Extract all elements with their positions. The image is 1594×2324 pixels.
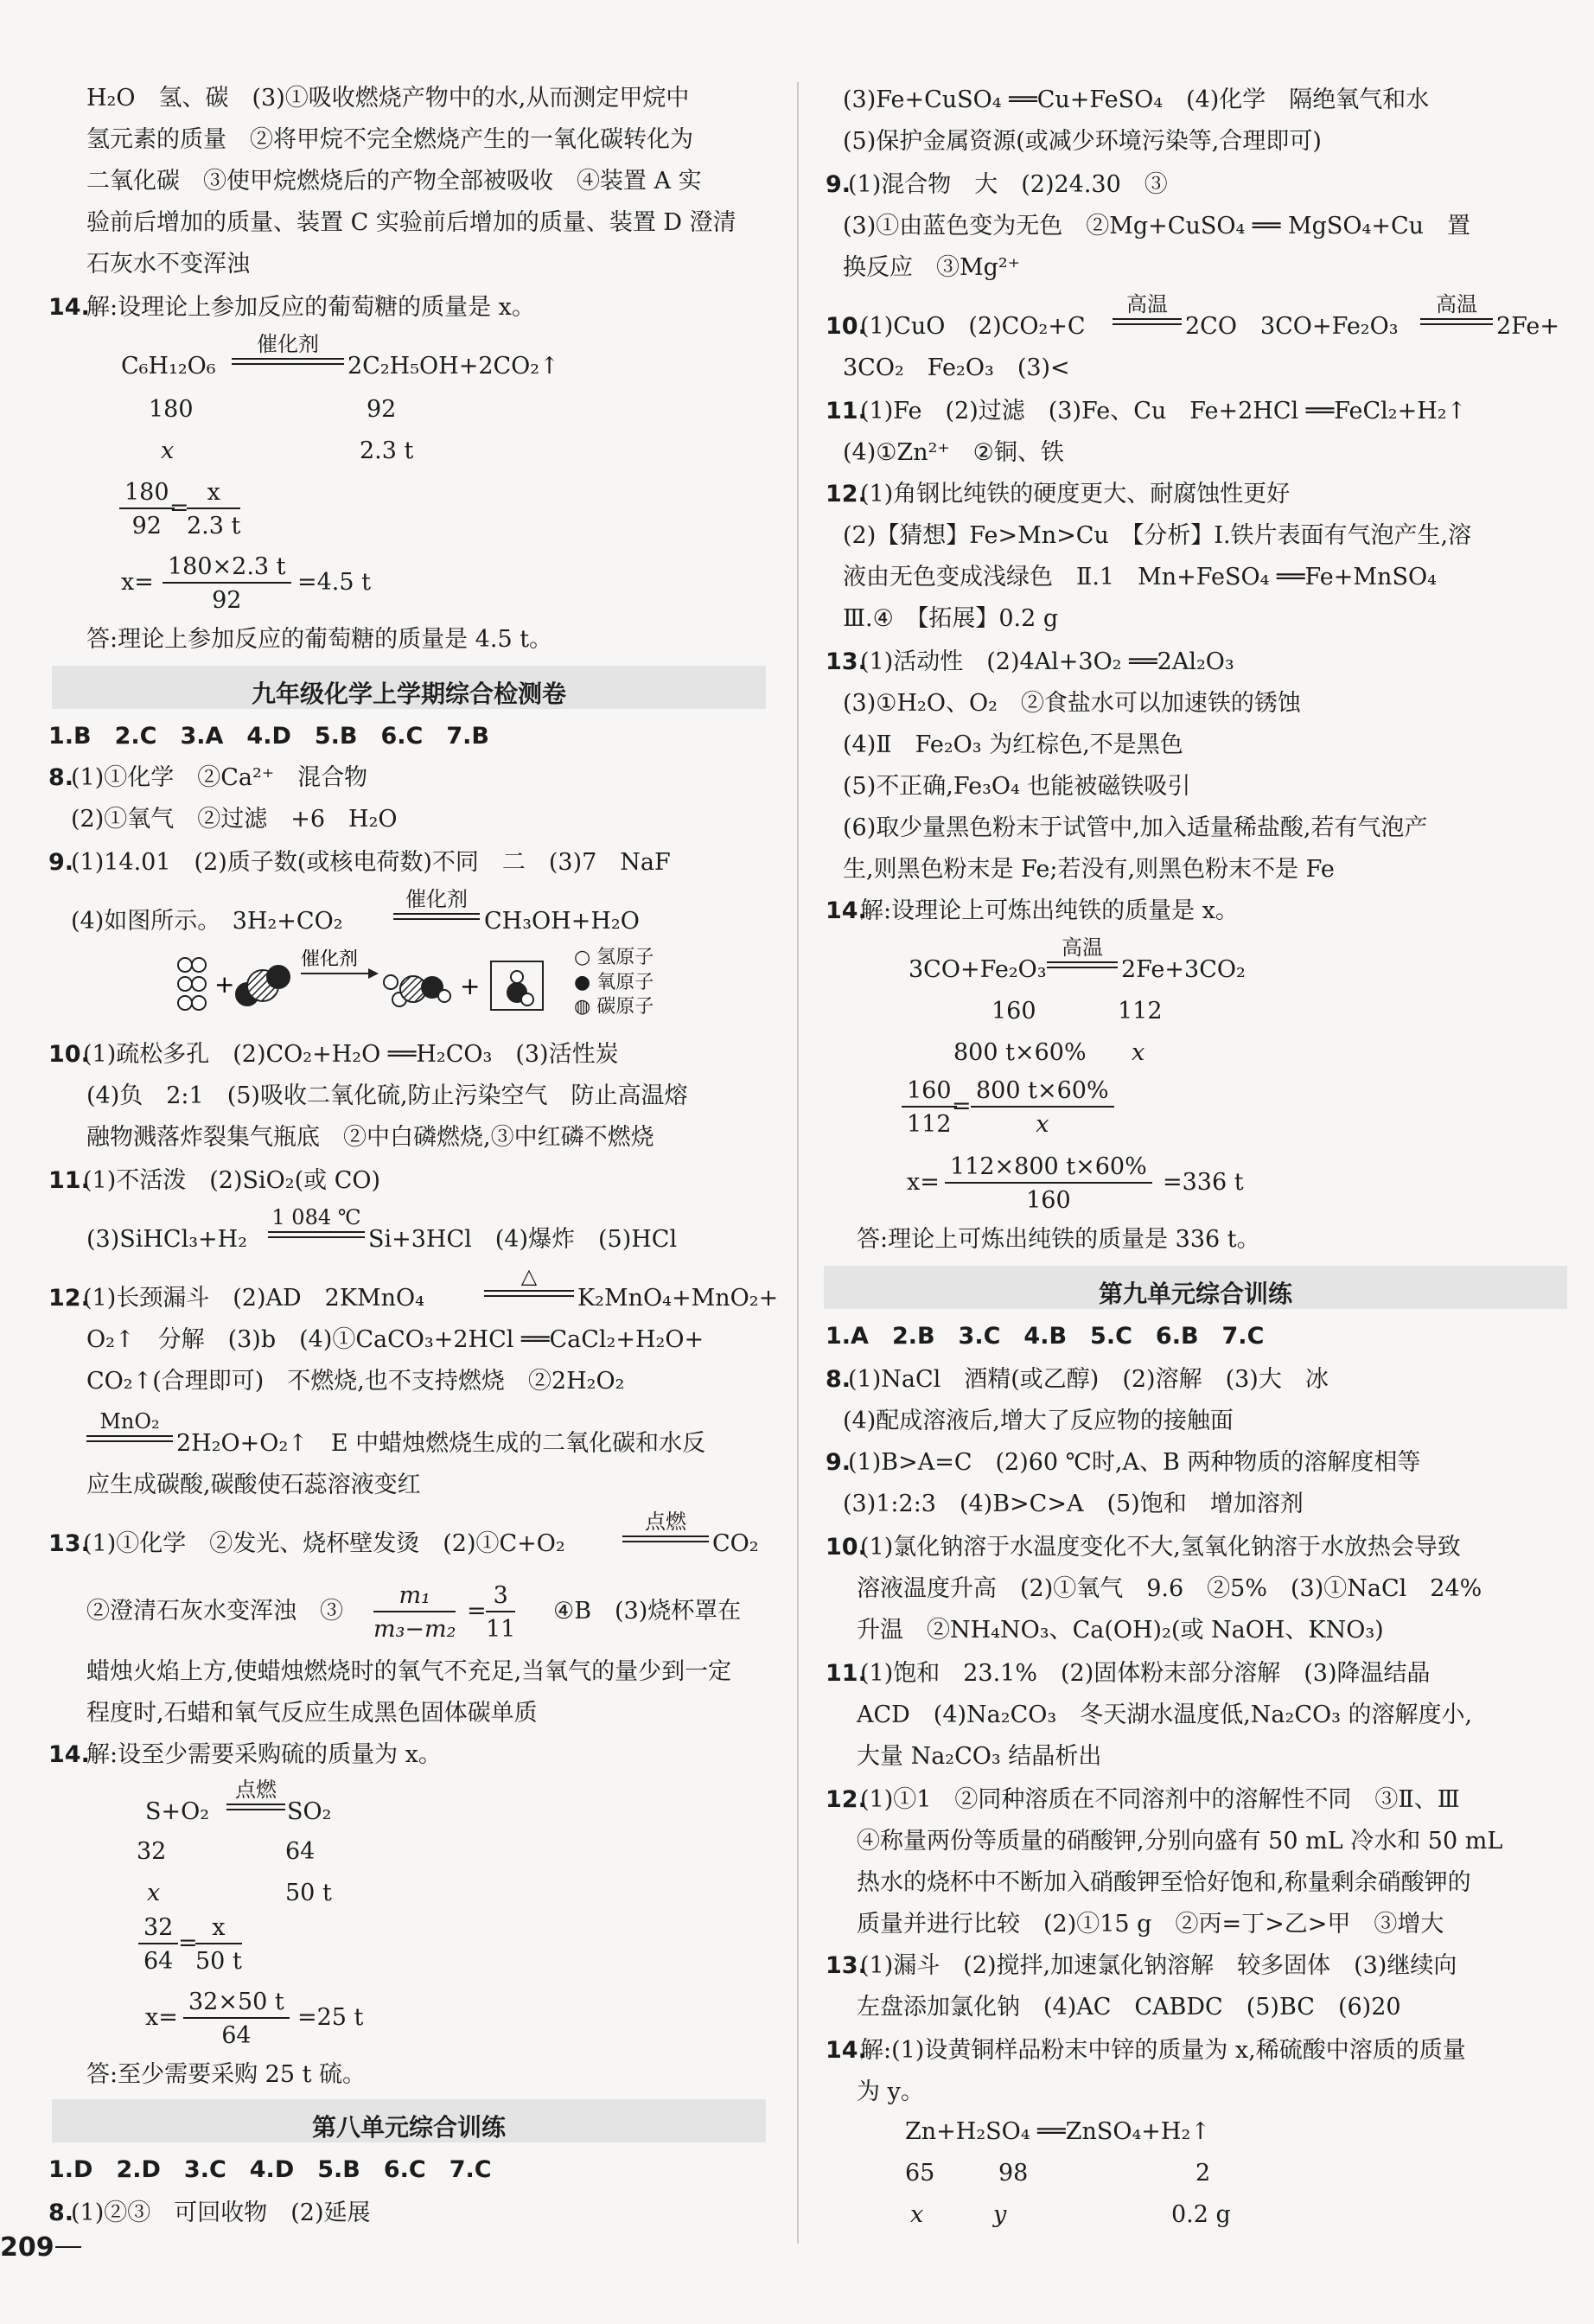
text-line: 左盘添加氯化钠 (4)AC CABDC (5)BC (6)20 [857,1994,1401,2021]
text-line: 热水的烧杯中不断加入硝酸钾至恰好饱和,称量剩余硝酸钾的 [857,1869,1471,1896]
text-line: (1)①化学 ②发光、烧杯壁发烫 (2)①C+O₂ [83,1530,565,1557]
text-line: x= [907,1169,940,1196]
text-line: H₂O 氢、碳 (3)①吸收燃烧产物中的水,从而测定甲烷中 [86,85,690,112]
equation: 3CO+Fe₂O₃ [909,956,1047,983]
equation: 2C₂H₅OH+2CO₂↑ [347,353,559,380]
text-line: (3)Fe+CuSO₄ ══Cu+FeSO₄ (4)化学 隔绝氧气和水 [843,86,1430,113]
equation: C₆H₁₂O₆ [121,353,216,380]
fraction: $\frac{x}{2.3 t}$ [187,479,241,540]
text-line: (1)混合物 大 (2)24.30 ③ [848,171,1168,198]
question-number: 11. [826,1660,867,1687]
hydrogen-molecules [178,958,206,1010]
text-line: (5)不正确,Fe₃O₄ 也能被磁铁吸引 [843,773,1191,800]
text-line: 验前后增加的质量、装置 C 实验前后增加的质量、装置 D 澄清 [86,209,736,236]
text-line: (1)CuO (2)CO₂+C [860,313,1086,340]
question-number: 10. [826,1534,867,1561]
text-line: (1)①化学 ②Ca²⁺ 混合物 [71,764,368,791]
text-line: 质量并进行比较 (2)①15 g ②丙=丁>乙>甲 ③增大 [857,1911,1444,1938]
reaction-condition: 1 084 ℃ [268,1207,365,1238]
question-number: 10. [48,1041,90,1068]
multiple-choice-answers: 1.B 2.C 3.A 4.D 5.B 6.C 7.B [48,723,489,750]
fraction: $\frac{180\times 2.3 t}{92}$ [163,555,291,612]
text-line: (1)饱和 23.1% (2)固体粉末部分溶解 (3)降温结晶 [860,1660,1431,1687]
equation: Si+3HCl (4)爆炸 (5)HCl [368,1226,678,1253]
relative-mass: 32 [137,1838,167,1865]
text-line: (1)14.01 (2)质子数(或核电荷数)不同 二 (3)7 NaF [71,849,671,876]
reaction-condition: 催化剂 [232,334,344,365]
co2-molecule [236,966,290,1006]
text-line: O₂↑ 分解 (3)b (4)①CaCO₃+2HCl ══CaCl₂+H₂O+ [86,1326,705,1353]
question-number: 8. [48,2200,74,2226]
text-line: (4)配成溶液后,增大了反应物的接触面 [843,1408,1234,1434]
text-line: 氢元素的质量 ②将甲烷不完全燃烧产生的一氧化碳转化为 [86,126,693,153]
fraction: $\frac{112\times 800 t\times 60\%}{160}$ [945,1155,1152,1212]
question-number: 14. [826,2037,867,2064]
section-header: 九年级化学上学期综合检测卷 [52,666,766,709]
relative-mass: 2 [1196,2160,1211,2187]
text-line: 解:(1)设黄铜样品粉末中锌的质量为 x,稀硫酸中溶质的质量 [860,2037,1466,2064]
text-line: (2)①氧气 ②过滤 +6 H₂O [71,806,398,833]
text-line: (6)取少量黑色粉末于试管中,加入适量稀盐酸,若有气泡产 [843,814,1428,841]
text-line: (1)NaCl 酒精(或乙醇) (2)溶解 (3)大 冰 [848,1366,1329,1393]
text-line: (2)【猜想】Fe>Mn>Cu 【分析】Ⅰ.铁片表面有气泡产生,溶 [843,522,1472,549]
methanol-molecule [384,975,450,1006]
text-line: x= [121,569,154,596]
equation: CH₃OH+H₂O [484,908,640,935]
legend-item: ○ 氢原子 [574,947,654,968]
variable: x [1132,1039,1145,1066]
text-line: 换反应 ③Mg²⁺ [843,254,1021,281]
reaction-condition: △ [484,1266,574,1297]
equation: 2Fe+3CO₂ [1121,956,1246,983]
answer-line: 答:理论上参加反应的葡萄糖的质量是 4.5 t。 [86,626,553,653]
question-number: 13. [48,1530,90,1557]
answer-line: 答:理论上可炼出纯铁的质量是 336 t。 [857,1226,1260,1253]
equals-sign: = [178,1930,198,1957]
molecule-diagram [173,949,553,1020]
text-line: (3)①由蓝色变为无色 ②Mg+CuSO₄ ══ MgSO₄+Cu 置 [843,213,1471,239]
reaction-condition: 点燃 [226,1779,285,1810]
actual-mass: 50 t [285,1880,332,1906]
equation: CO₂ [712,1530,759,1557]
relative-mass: 65 [905,2160,935,2187]
question-number: 10. [826,313,867,340]
text-line: (1)氯化钠溶于水温度变化不大,氢氧化钠溶于水放热会导致 [860,1534,1461,1561]
plus-sign: + [214,970,235,999]
text-line: (4)负 2:1 (5)吸收二氧化硫,防止污染空气 防止高温熔 [86,1082,688,1109]
actual-mass: 2.3 t [360,437,414,464]
question-number: 14. [48,294,90,321]
reaction-condition: MnO₂ [86,1411,173,1442]
text-line: (4)Ⅱ Fe₂O₃ 为红棕色,不是黑色 [843,731,1183,758]
text-line: 溶液温度升高 (2)①氧气 9.6 ②5% (3)①NaCl 24% [857,1575,1482,1602]
column-divider [797,82,799,2244]
variable: x [161,437,175,464]
text-line: (3)①H₂O、O₂ ②食盐水可以加速铁的锈蚀 [843,690,1301,717]
question-number: 12. [48,1285,90,1312]
variable: y [993,2201,1007,2228]
relative-mass: 180 [149,396,194,423]
reaction-condition: 催化剂 [393,889,480,920]
text-line: 解:设至少需要采购硫的质量为 x。 [86,1741,442,1768]
question-number: 11. [48,1167,90,1194]
text-line: 为 y。 [857,2078,924,2105]
equation: 2Fe+ [1496,313,1560,340]
page-number-rule [55,2246,81,2248]
fraction: $\frac{3}{11}$ [486,1582,516,1643]
result: =336 t [1163,1169,1244,1196]
result: =4.5 t [297,569,371,596]
text-line: 解:设理论上可炼出纯铁的质量是 x。 [860,897,1239,924]
relative-mass: 112 [1118,998,1163,1025]
text-line: CO₂↑(合理即可) 不燃烧,也不支持燃烧 ②2H₂O₂ [86,1368,625,1395]
fraction: $\frac{x}{50 t}$ [195,1914,242,1975]
text-line: 蜡烛火焰上方,使蜡烛燃烧时的氧气不充足,当氧气的量少到一定 [86,1658,732,1685]
text-line: (1)①1 ②同种溶质在不同溶剂中的溶解性不同 ③Ⅱ、Ⅲ [860,1786,1460,1813]
question-number: 11. [826,398,867,425]
reaction-condition: 高温 [1113,294,1182,325]
arrow-condition: 催化剂 [301,949,359,970]
text-line: (1)Fe (2)过滤 (3)Fe、Cu Fe+2HCl ══FeCl₂+H₂↑ [860,398,1467,425]
reaction-condition: 点燃 [622,1511,709,1542]
multiple-choice-answers: 1.D 2.D 3.C 4.D 5.B 6.C 7.C [48,2156,492,2183]
text-line: (1)②③ 可回收物 (2)延展 [71,2200,371,2226]
text-line: (1)漏斗 (2)搅拌,加速氯化钠溶解 较多固体 (3)继续向 [860,1952,1457,1979]
equation: K₂MnO₄+MnO₂+ [577,1285,779,1312]
question-number: 8. [826,1366,851,1393]
text-line: ②澄清石灰水变浑浊 ③ [86,1598,343,1625]
variable: x [147,1880,161,1906]
fraction: $\frac{160}{112}$ [902,1079,957,1136]
text-line: ACD (4)Na₂CO₃ 冬天湖水温度低,Na₂CO₃ 的溶解度小, [857,1702,1473,1728]
text-line: 3CO₂ Fe₂O₃ (3)< [843,354,1070,381]
relative-mass: 92 [367,396,397,423]
reaction-condition: 高温 [1047,937,1118,968]
text-line: x= [145,2004,178,2031]
text-line: Ⅲ.④ 【拓展】0.2 g [843,605,1059,632]
text-line: (5)保护金属资源(或减少环境污染等,合理即可) [843,128,1322,155]
multiple-choice-answers: 1.A 2.B 3.C 4.B 5.C 6.B 7.C [826,1323,1265,1350]
text-line: 程度时,石蜡和氧气反应生成黑色固体碳单质 [86,1700,538,1727]
question-number: 9. [48,849,74,876]
text-line: (1)角钢比纯铁的硬度更大、耐腐蚀性更好 [860,481,1291,508]
text-line: 二氧化碳 ③使甲烷燃烧后的产物全部被吸收 ④装置 A 实 [86,168,702,195]
fraction: $\frac{180}{92}$ [119,481,175,538]
equation: Zn+H₂SO₄ ══ZnSO₄+H₂↑ [905,2118,1210,2145]
question-number: 13. [826,1952,867,1979]
legend-item: ◍ 碳原子 [574,996,654,1018]
question-number: 13. [826,648,867,675]
text-line: (4)①Zn²⁺ ②铜、铁 [843,439,1064,466]
question-number: 8. [48,764,74,791]
text-line: (1)活动性 (2)4Al+3O₂ ══2Al₂O₃ [860,648,1234,675]
answer-line: 答:至少需要采购 25 t 硫。 [86,2061,367,2088]
question-number: 12. [826,1786,867,1813]
question-number: 14. [826,897,867,924]
text-line: (3)SiHCl₃+H₂ [86,1226,248,1253]
section-header: 第八单元综合训练 [52,2099,766,2142]
question-number: 9. [826,1449,851,1476]
text-line: (1)B>A=C (2)60 ℃时,A、B 两种物质的溶解度相等 [848,1449,1421,1476]
text-line: (1)长颈漏斗 (2)AD 2KMnO₄ [83,1285,424,1312]
actual-mass: 0.2 g [1171,2201,1231,2228]
equation: 2H₂O+O₂↑ E 中蜡烛燃烧生成的二氧化碳和水反 [176,1430,706,1457]
text-line: 融物溅落炸裂集气瓶底 ②中白磷燃烧,③中红磷不燃烧 [86,1124,654,1151]
equals-sign: = [169,495,189,521]
result: =25 t [297,2004,364,2031]
relative-mass: 64 [285,1838,316,1865]
fraction: $\frac{32}{64}$ [138,1916,178,1973]
fraction: $\frac{800 t\times 60\%}{x}$ [971,1079,1114,1136]
equation: SO₂ [287,1798,332,1825]
text-line: ④B (3)烧杯罩在 [553,1598,742,1625]
text-line: 解:设理论上参加反应的葡萄糖的质量是 x。 [86,294,535,321]
text-line: (1)不活泼 (2)SiO₂(或 CO) [83,1167,381,1194]
given-quantity: 800 t×60% [953,1039,1087,1066]
text-line: 液由无色变成浅绿色 Ⅱ.1 Mn+FeSO₄ ══Fe+MnSO₄ [843,564,1437,591]
question-number: 9. [826,171,851,198]
text-line: 升温 ②NH₄NO₃、Ca(OH)₂(或 NaOH、KNO₃) [857,1617,1384,1644]
text-line: 大量 Na₂CO₃ 结晶析出 [857,1743,1102,1770]
equals-sign: = [952,1093,972,1120]
text-line: 应生成碳酸,碳酸使石蕊溶液变红 [86,1472,421,1498]
plus-sign: + [460,972,481,1000]
relative-mass: 98 [998,2160,1029,2187]
text-line: (3)1:2:3 (4)B>C>A (5)饱和 增加溶剂 [843,1491,1304,1517]
text-line: ④称量两份等质量的硝酸钾,分别向盛有 50 mL 冷水和 50 mL [857,1828,1503,1855]
equals-sign: = [467,1598,487,1625]
question-number: 12. [826,481,867,508]
legend-item: ● 氧原子 [574,971,654,993]
reaction-condition: 高温 [1420,294,1493,325]
fraction: $\frac{\text{m₁}}{\text{m₃−m₂}}$ [373,1582,456,1643]
text-line: 生,则黑色粉末是 Fe;若没有,则黑色粉末不是 Fe [843,856,1335,883]
fraction: $\frac{32\times 50 t}{64}$ [183,1990,290,2047]
variable: x [910,2201,924,2228]
page-number: 209 [0,2232,54,2263]
section-header: 第九单元综合训练 [824,1266,1567,1309]
question-number: 14. [48,1741,90,1768]
text-line: (1)疏松多孔 (2)CO₂+H₂O ══H₂CO₃ (3)活性炭 [83,1041,619,1068]
equation: 2CO 3CO+Fe₂O₃ [1185,313,1399,340]
equation: S+O₂ [145,1798,210,1825]
legend [574,946,654,1020]
relative-mass: 160 [991,998,1036,1025]
text-line: (4)如图所示。 3H₂+CO₂ [71,908,343,935]
text-line: 石灰水不变浑浊 [86,251,250,278]
arrow-head [368,968,379,979]
